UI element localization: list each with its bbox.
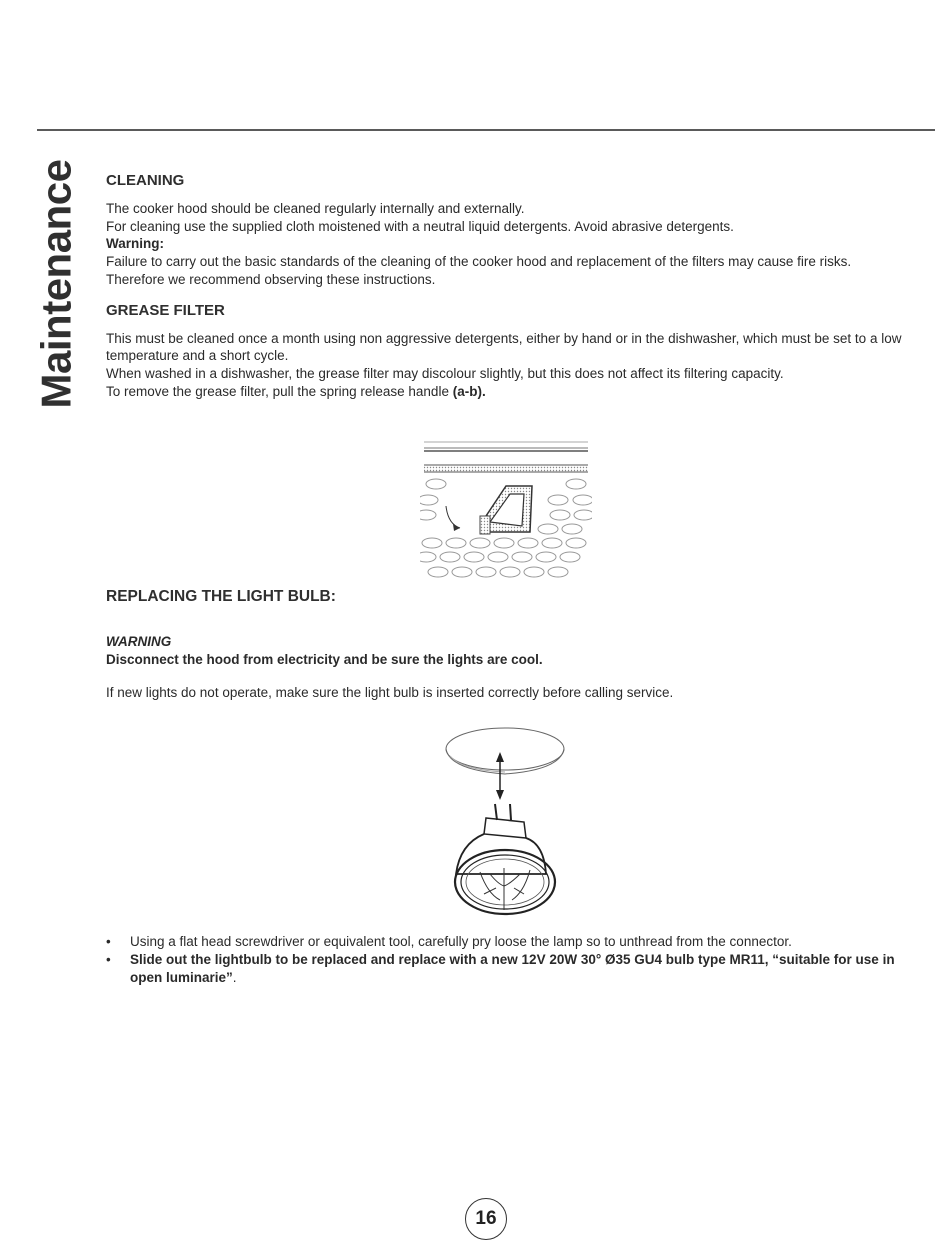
cleaning-warning-text: Failure to carry out the basic standards of the cleaning of the cooker hood and replacement of the filters may cause fire risks.	[106, 254, 852, 270]
list-item	[106, 951, 906, 987]
grease-filter-line-3-text: To remove the grease filter, pull the spring release handle	[106, 383, 453, 399]
cleaning-line-2: For cleaning use the supplied cloth moistened with a neutral liquid detergents. Avoid abrasive detergents.	[106, 218, 734, 234]
cleaning-line-3: Therefore we recommend observing these instructions.	[106, 271, 436, 287]
light-bulb-warning-text: Disconnect the hood from electricity and be sure the lights are cool.	[106, 651, 543, 667]
cleaning-line-1: The cooker hood should be cleaned regularly internally and externally.	[106, 200, 525, 216]
list-item	[106, 933, 906, 951]
bullet-marker: •	[106, 934, 111, 949]
header-rule	[37, 129, 935, 131]
light-bulb-illustration-icon	[440, 724, 570, 920]
grease-filter-heading: GREASE FILTER	[106, 301, 225, 319]
maintenance-content	[106, 172, 906, 401]
page-number: 16	[475, 1208, 497, 1229]
section-side-title	[32, 159, 79, 409]
bullet-2-bold-text: Slide out the lightbulb to be replaced and replace with a new 12V 20W 30° Ø35 GU4 bulb type MR11, “suitable for use in open luminarie”	[130, 951, 895, 985]
instruction-bullets	[106, 933, 906, 986]
light-bulb-warning-label: WARNING	[106, 633, 172, 649]
light-bulb-note: If new lights do not operate, make sure the light bulb is inserted correctly before calling service.	[106, 685, 674, 701]
light-bulb-heading: REPLACING THE LIGHT BULB:	[106, 588, 336, 605]
grease-filter-illustration-icon	[420, 436, 592, 582]
side-title-text: Maintenance	[32, 159, 79, 409]
grease-filter-handle-ref: (a-b).	[452, 383, 486, 399]
page-number-badge	[465, 1198, 507, 1240]
light-bulb-section	[106, 588, 906, 702]
grease-filter-line-1: This must be cleaned once a month using non aggressive detergents, either by hand or in the dishwasher, which must be set to a low temperature and a short cycle.	[106, 330, 902, 364]
cleaning-heading: CLEANING	[106, 172, 185, 189]
grease-filter-line-2: When washed in a dishwasher, the grease filter may discolour slightly, but this does not affect its filtering capacity.	[106, 366, 784, 382]
bullet-2-suffix: .	[232, 969, 237, 985]
grease-filter-line-3	[106, 383, 906, 401]
bullet-1-text: Using a flat head screwdriver or equivalent tool, carefully pry loose the lamp so to unthread from the connector.	[130, 934, 792, 949]
bullet-marker: •	[106, 951, 111, 967]
cleaning-warning-label: Warning:	[106, 236, 164, 252]
